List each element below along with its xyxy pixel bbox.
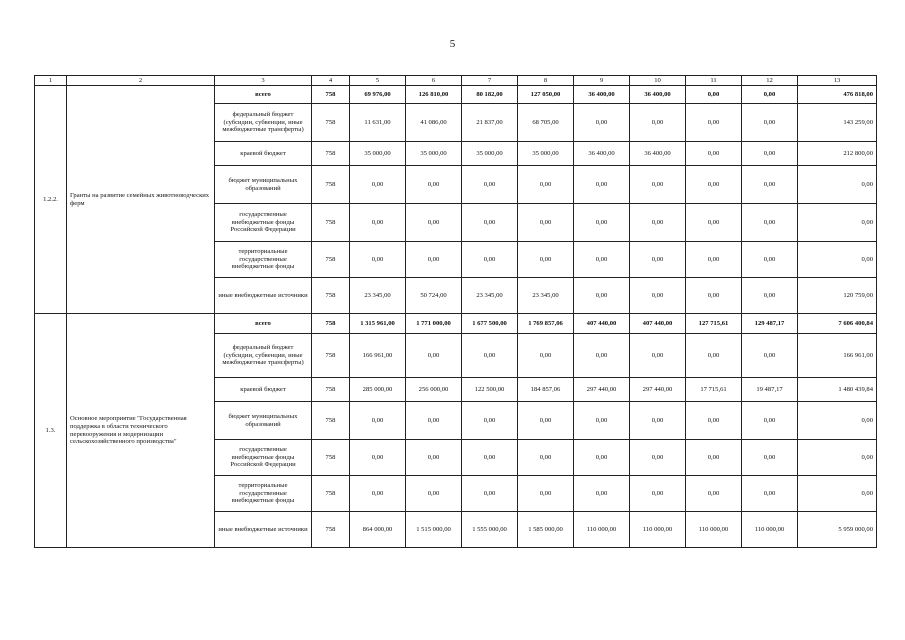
- year-value: 0,00: [462, 334, 518, 378]
- total-value: 5 959 000,00: [798, 512, 877, 548]
- year-value: 0,00: [630, 242, 686, 278]
- year-value: 0,00: [742, 104, 798, 142]
- year-value: 0,00: [462, 204, 518, 242]
- year-value: 1 555 000,00: [462, 512, 518, 548]
- total-value: 1 480 439,84: [798, 378, 877, 402]
- funding-source: всего: [215, 86, 312, 104]
- year-value: 69 976,00: [350, 86, 406, 104]
- year-value: 407 440,00: [630, 314, 686, 334]
- year-value: 36 400,00: [630, 142, 686, 166]
- year-value: 50 724,00: [406, 278, 462, 314]
- funding-source: бюджет муниципальных образований: [215, 166, 312, 204]
- year-value: 36 400,00: [574, 142, 630, 166]
- year-value: 126 810,00: [406, 86, 462, 104]
- year-value: 110 000,00: [742, 512, 798, 548]
- gov-code: 758: [312, 166, 350, 204]
- year-value: 0,00: [742, 86, 798, 104]
- year-value: 0,00: [686, 86, 742, 104]
- total-value: 143 259,00: [798, 104, 877, 142]
- gov-code: 758: [312, 278, 350, 314]
- year-value: 127 715,61: [686, 314, 742, 334]
- year-value: 0,00: [518, 334, 574, 378]
- year-value: 122 500,00: [462, 378, 518, 402]
- funding-source: государственные внебюджетные фонды Российской Федерации: [215, 204, 312, 242]
- year-value: 0,00: [686, 142, 742, 166]
- year-value: 23 345,00: [462, 278, 518, 314]
- year-value: 0,00: [518, 166, 574, 204]
- funding-source: федеральный бюджет (субсидии, субвенции, иные межбюджетные трансферты): [215, 334, 312, 378]
- total-value: 212 800,00: [798, 142, 877, 166]
- year-value: 0,00: [406, 166, 462, 204]
- year-value: 0,00: [574, 242, 630, 278]
- year-value: 0,00: [406, 242, 462, 278]
- funding-source: краевой бюджет: [215, 378, 312, 402]
- year-value: 0,00: [406, 476, 462, 512]
- year-value: 11 631,00: [350, 104, 406, 142]
- year-value: 0,00: [518, 440, 574, 476]
- header-row: [35, 76, 877, 86]
- year-value: 0,00: [406, 334, 462, 378]
- year-value: 0,00: [686, 402, 742, 440]
- funding-source: бюджет муниципальных образований: [215, 402, 312, 440]
- total-value: 0,00: [798, 204, 877, 242]
- gov-code: 758: [312, 512, 350, 548]
- year-value: 110 000,00: [686, 512, 742, 548]
- year-value: 0,00: [574, 104, 630, 142]
- gov-code: 758: [312, 142, 350, 166]
- year-value: 0,00: [630, 204, 686, 242]
- funding-source: всего: [215, 314, 312, 334]
- funding-source: иные внебюджетные источники: [215, 512, 312, 548]
- year-value: 36 400,00: [630, 86, 686, 104]
- gov-code: 758: [312, 86, 350, 104]
- year-value: 0,00: [742, 166, 798, 204]
- year-value: 297 440,00: [574, 378, 630, 402]
- year-value: 864 000,00: [350, 512, 406, 548]
- gov-code: 758: [312, 476, 350, 512]
- gov-code: 758: [312, 440, 350, 476]
- year-value: 0,00: [462, 476, 518, 512]
- year-value: 0,00: [518, 402, 574, 440]
- funding-source: территориальные государственные внебюджетные фонды: [215, 476, 312, 512]
- year-value: 36 400,00: [574, 86, 630, 104]
- year-value: 0,00: [630, 476, 686, 512]
- year-value: 35 000,00: [518, 142, 574, 166]
- year-value: 0,00: [350, 204, 406, 242]
- year-value: 0,00: [350, 440, 406, 476]
- funding-source: краевой бюджет: [215, 142, 312, 166]
- year-value: 0,00: [462, 242, 518, 278]
- total-value: 120 759,00: [798, 278, 877, 314]
- year-value: 0,00: [630, 334, 686, 378]
- year-value: 0,00: [630, 440, 686, 476]
- year-value: 35 000,00: [350, 142, 406, 166]
- header-cell: 5: [350, 76, 406, 86]
- gov-code: 758: [312, 402, 350, 440]
- total-value: 166 961,00: [798, 334, 877, 378]
- total-value: 0,00: [798, 440, 877, 476]
- year-value: 19 487,17: [742, 378, 798, 402]
- year-value: 0,00: [742, 242, 798, 278]
- year-value: 0,00: [630, 278, 686, 314]
- total-value: 0,00: [798, 402, 877, 440]
- year-value: 285 000,00: [350, 378, 406, 402]
- gov-code: 758: [312, 334, 350, 378]
- year-value: 1 769 857,06: [518, 314, 574, 334]
- total-value: 7 606 400,84: [798, 314, 877, 334]
- year-value: 256 000,00: [406, 378, 462, 402]
- year-value: 1 315 961,00: [350, 314, 406, 334]
- year-value: 0,00: [630, 166, 686, 204]
- year-value: 0,00: [686, 204, 742, 242]
- header-cell: 10: [630, 76, 686, 86]
- funding-source: государственные внебюджетные фонды Российской Федерации: [215, 440, 312, 476]
- year-value: 0,00: [574, 476, 630, 512]
- year-value: 407 440,00: [574, 314, 630, 334]
- gov-code: 758: [312, 204, 350, 242]
- year-value: 0,00: [742, 278, 798, 314]
- year-value: 0,00: [686, 104, 742, 142]
- header-cell: 2: [67, 76, 215, 86]
- year-value: 0,00: [686, 242, 742, 278]
- item-title: Гранты на развитие семейных животноводческих ферм: [67, 86, 215, 314]
- gov-code: 758: [312, 242, 350, 278]
- year-value: 0,00: [406, 204, 462, 242]
- year-value: 23 345,00: [518, 278, 574, 314]
- year-value: 0,00: [742, 402, 798, 440]
- year-value: 0,00: [350, 476, 406, 512]
- funding-source: федеральный бюджет (субсидии, субвенции, иные межбюджетные трансферты): [215, 104, 312, 142]
- year-value: 0,00: [462, 440, 518, 476]
- year-value: 0,00: [518, 242, 574, 278]
- year-value: 0,00: [462, 402, 518, 440]
- header-cell: 4: [312, 76, 350, 86]
- gov-code: 758: [312, 378, 350, 402]
- year-value: 0,00: [742, 204, 798, 242]
- year-value: 41 086,00: [406, 104, 462, 142]
- year-value: 0,00: [406, 440, 462, 476]
- header-cell: 3: [215, 76, 312, 86]
- year-value: 0,00: [686, 440, 742, 476]
- year-value: 0,00: [742, 476, 798, 512]
- header-cell: 13: [798, 76, 877, 86]
- year-value: 17 715,61: [686, 378, 742, 402]
- funding-source: иные внебюджетные источники: [215, 278, 312, 314]
- header-cell: 11: [686, 76, 742, 86]
- gov-code: 758: [312, 104, 350, 142]
- year-value: 297 440,00: [630, 378, 686, 402]
- year-value: 35 000,00: [462, 142, 518, 166]
- year-value: 0,00: [574, 402, 630, 440]
- year-value: 0,00: [686, 334, 742, 378]
- year-value: 0,00: [630, 104, 686, 142]
- year-value: 0,00: [350, 166, 406, 204]
- item-title: Основное мероприятие "Государственная поддержка в области технического перевооружения и модернизации сельскохозяйственного производства": [67, 314, 215, 548]
- year-value: 0,00: [742, 440, 798, 476]
- year-value: 0,00: [462, 166, 518, 204]
- page-number: 5: [449, 38, 456, 50]
- table-row: [35, 314, 877, 334]
- year-value: 0,00: [574, 166, 630, 204]
- header-cell: 8: [518, 76, 574, 86]
- year-value: 127 050,00: [518, 86, 574, 104]
- gov-code: 758: [312, 314, 350, 334]
- year-value: 0,00: [686, 278, 742, 314]
- year-value: 80 182,00: [462, 86, 518, 104]
- total-value: 0,00: [798, 476, 877, 512]
- year-value: 23 345,00: [350, 278, 406, 314]
- year-value: 110 000,00: [630, 512, 686, 548]
- year-value: 0,00: [518, 204, 574, 242]
- header-cell: 12: [742, 76, 798, 86]
- year-value: 1 677 500,00: [462, 314, 518, 334]
- table-row: [35, 86, 877, 104]
- year-value: 0,00: [350, 242, 406, 278]
- item-number: 1.3.: [35, 314, 67, 548]
- year-value: 110 000,00: [574, 512, 630, 548]
- year-value: 35 000,00: [406, 142, 462, 166]
- year-value: 0,00: [742, 334, 798, 378]
- total-value: 0,00: [798, 242, 877, 278]
- header-cell: 1: [35, 76, 67, 86]
- year-value: 129 487,17: [742, 314, 798, 334]
- total-value: 476 818,00: [798, 86, 877, 104]
- year-value: 21 837,00: [462, 104, 518, 142]
- header-cell: 6: [406, 76, 462, 86]
- year-value: 0,00: [630, 402, 686, 440]
- year-value: 184 857,06: [518, 378, 574, 402]
- year-value: 0,00: [518, 476, 574, 512]
- funding-source: территориальные государственные внебюджетные фонды: [215, 242, 312, 278]
- year-value: 1 585 000,00: [518, 512, 574, 548]
- item-number: 1.2.2.: [35, 86, 67, 314]
- year-value: 1 515 000,00: [406, 512, 462, 548]
- year-value: 0,00: [686, 476, 742, 512]
- year-value: 0,00: [350, 402, 406, 440]
- budget-table: [34, 75, 877, 548]
- total-value: 0,00: [798, 166, 877, 204]
- year-value: 0,00: [574, 334, 630, 378]
- header-cell: 7: [462, 76, 518, 86]
- year-value: 166 961,00: [350, 334, 406, 378]
- year-value: 0,00: [574, 278, 630, 314]
- year-value: 0,00: [742, 142, 798, 166]
- year-value: 0,00: [406, 402, 462, 440]
- year-value: 0,00: [574, 204, 630, 242]
- header-cell: 9: [574, 76, 630, 86]
- year-value: 68 705,00: [518, 104, 574, 142]
- year-value: 0,00: [574, 440, 630, 476]
- year-value: 1 771 000,00: [406, 314, 462, 334]
- year-value: 0,00: [686, 166, 742, 204]
